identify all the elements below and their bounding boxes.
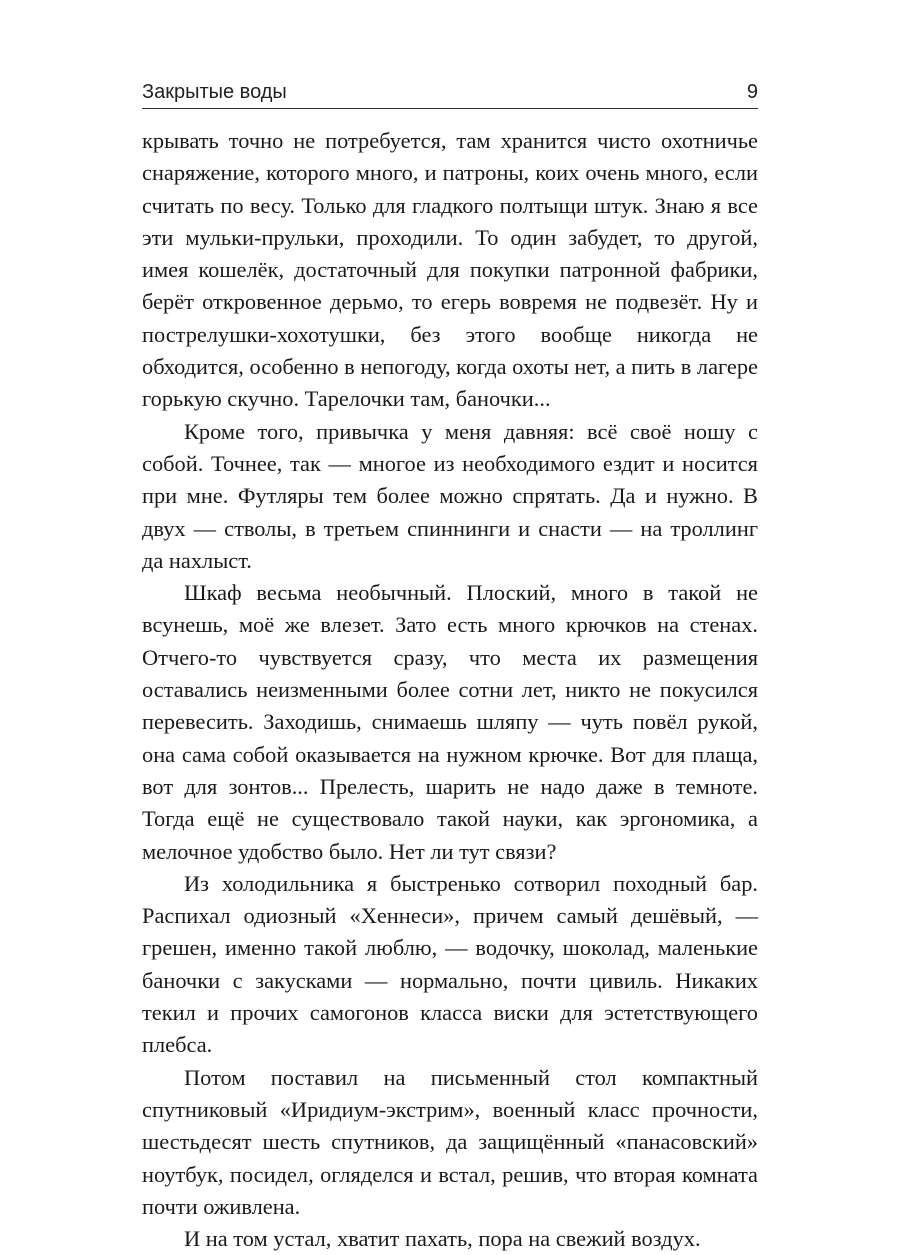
paragraph-4: Из холодильника я быстренько сотворил походный бар. Распихал одиозный «Хеннеси», причем самый дешёвый, — грешен, именно такой люблю, — водочку, шоколад, маленькие баночки с закусками — нормально, почти цивиль. Никаких текил и прочих самогонов класса виски для эстетствующего плебса. bbox=[142, 870, 758, 1058]
paragraph-2: Кроме того, привычка у меня давняя: всё своё ношу с собой. Точнее, так — многое из необходимого ездит и носится при мне. Футляры тем более можно спрятать. Да и нужно. В двух — стволы, в третьем спиннинги и снасти — на троллинг да нахлыст. bbox=[142, 418, 758, 573]
header-rule bbox=[142, 108, 758, 109]
paragraph-3: Шкаф весьма необычный. Плоский, много в такой не всунешь, моё же влезет. Зато есть много крючков на стенах. Отчего-то чувствуется сразу, что места их размещения оставались неизменными более сотни лет, никто не покусился перевесить. Заходишь, снимаешь шляпу — чуть повёл рукой, она сама собой оказывается на нужном крючке. Вот для плаща, вот для зонтов... Прелесть, шарить не надо даже в темноте. Тогда ещё не существовало такой науки, как эргономика, а мелочное удобство было. Нет ли тут связи? bbox=[142, 580, 758, 864]
running-header bbox=[142, 76, 758, 104]
page-number: 9 bbox=[746, 81, 758, 103]
body-text bbox=[142, 125, 758, 1255]
chapter-title: Закрытые воды bbox=[142, 81, 287, 103]
paragraph-6: И на том устал, хватит пахать, пора на свежий воздух. bbox=[184, 1226, 701, 1252]
paragraph-1: крывать точно не потребуется, там хранится чисто охотничье снаряжение, которого много, и патроны, коих очень много, если считать по весу. Только для гладкого полтыщи штук. Знаю я все эти мульки-прульки, проходили. То один забудет, то другой, имея кошелёк, достаточный для покупки патронной фабрики, берёт откровенное дерьмо, то егерь вовремя не подвезёт. Ну и пострелушки-хохотушки, без этого вообще никогда не обходится, особенно в непогоду, когда охоты нет, а пить в лагере горькую скучно. Тарелочки там, баночки... bbox=[142, 128, 758, 412]
paragraph-5: Потом поставил на письменный стол компактный спутниковый «Иридиум-экстрим», военный класс прочности, шестьдесят шесть спутников, да защищённый «панасовский» ноутбук, посидел, огляделся и встал, решив, что вторая комната почти оживлена. bbox=[142, 1064, 758, 1219]
